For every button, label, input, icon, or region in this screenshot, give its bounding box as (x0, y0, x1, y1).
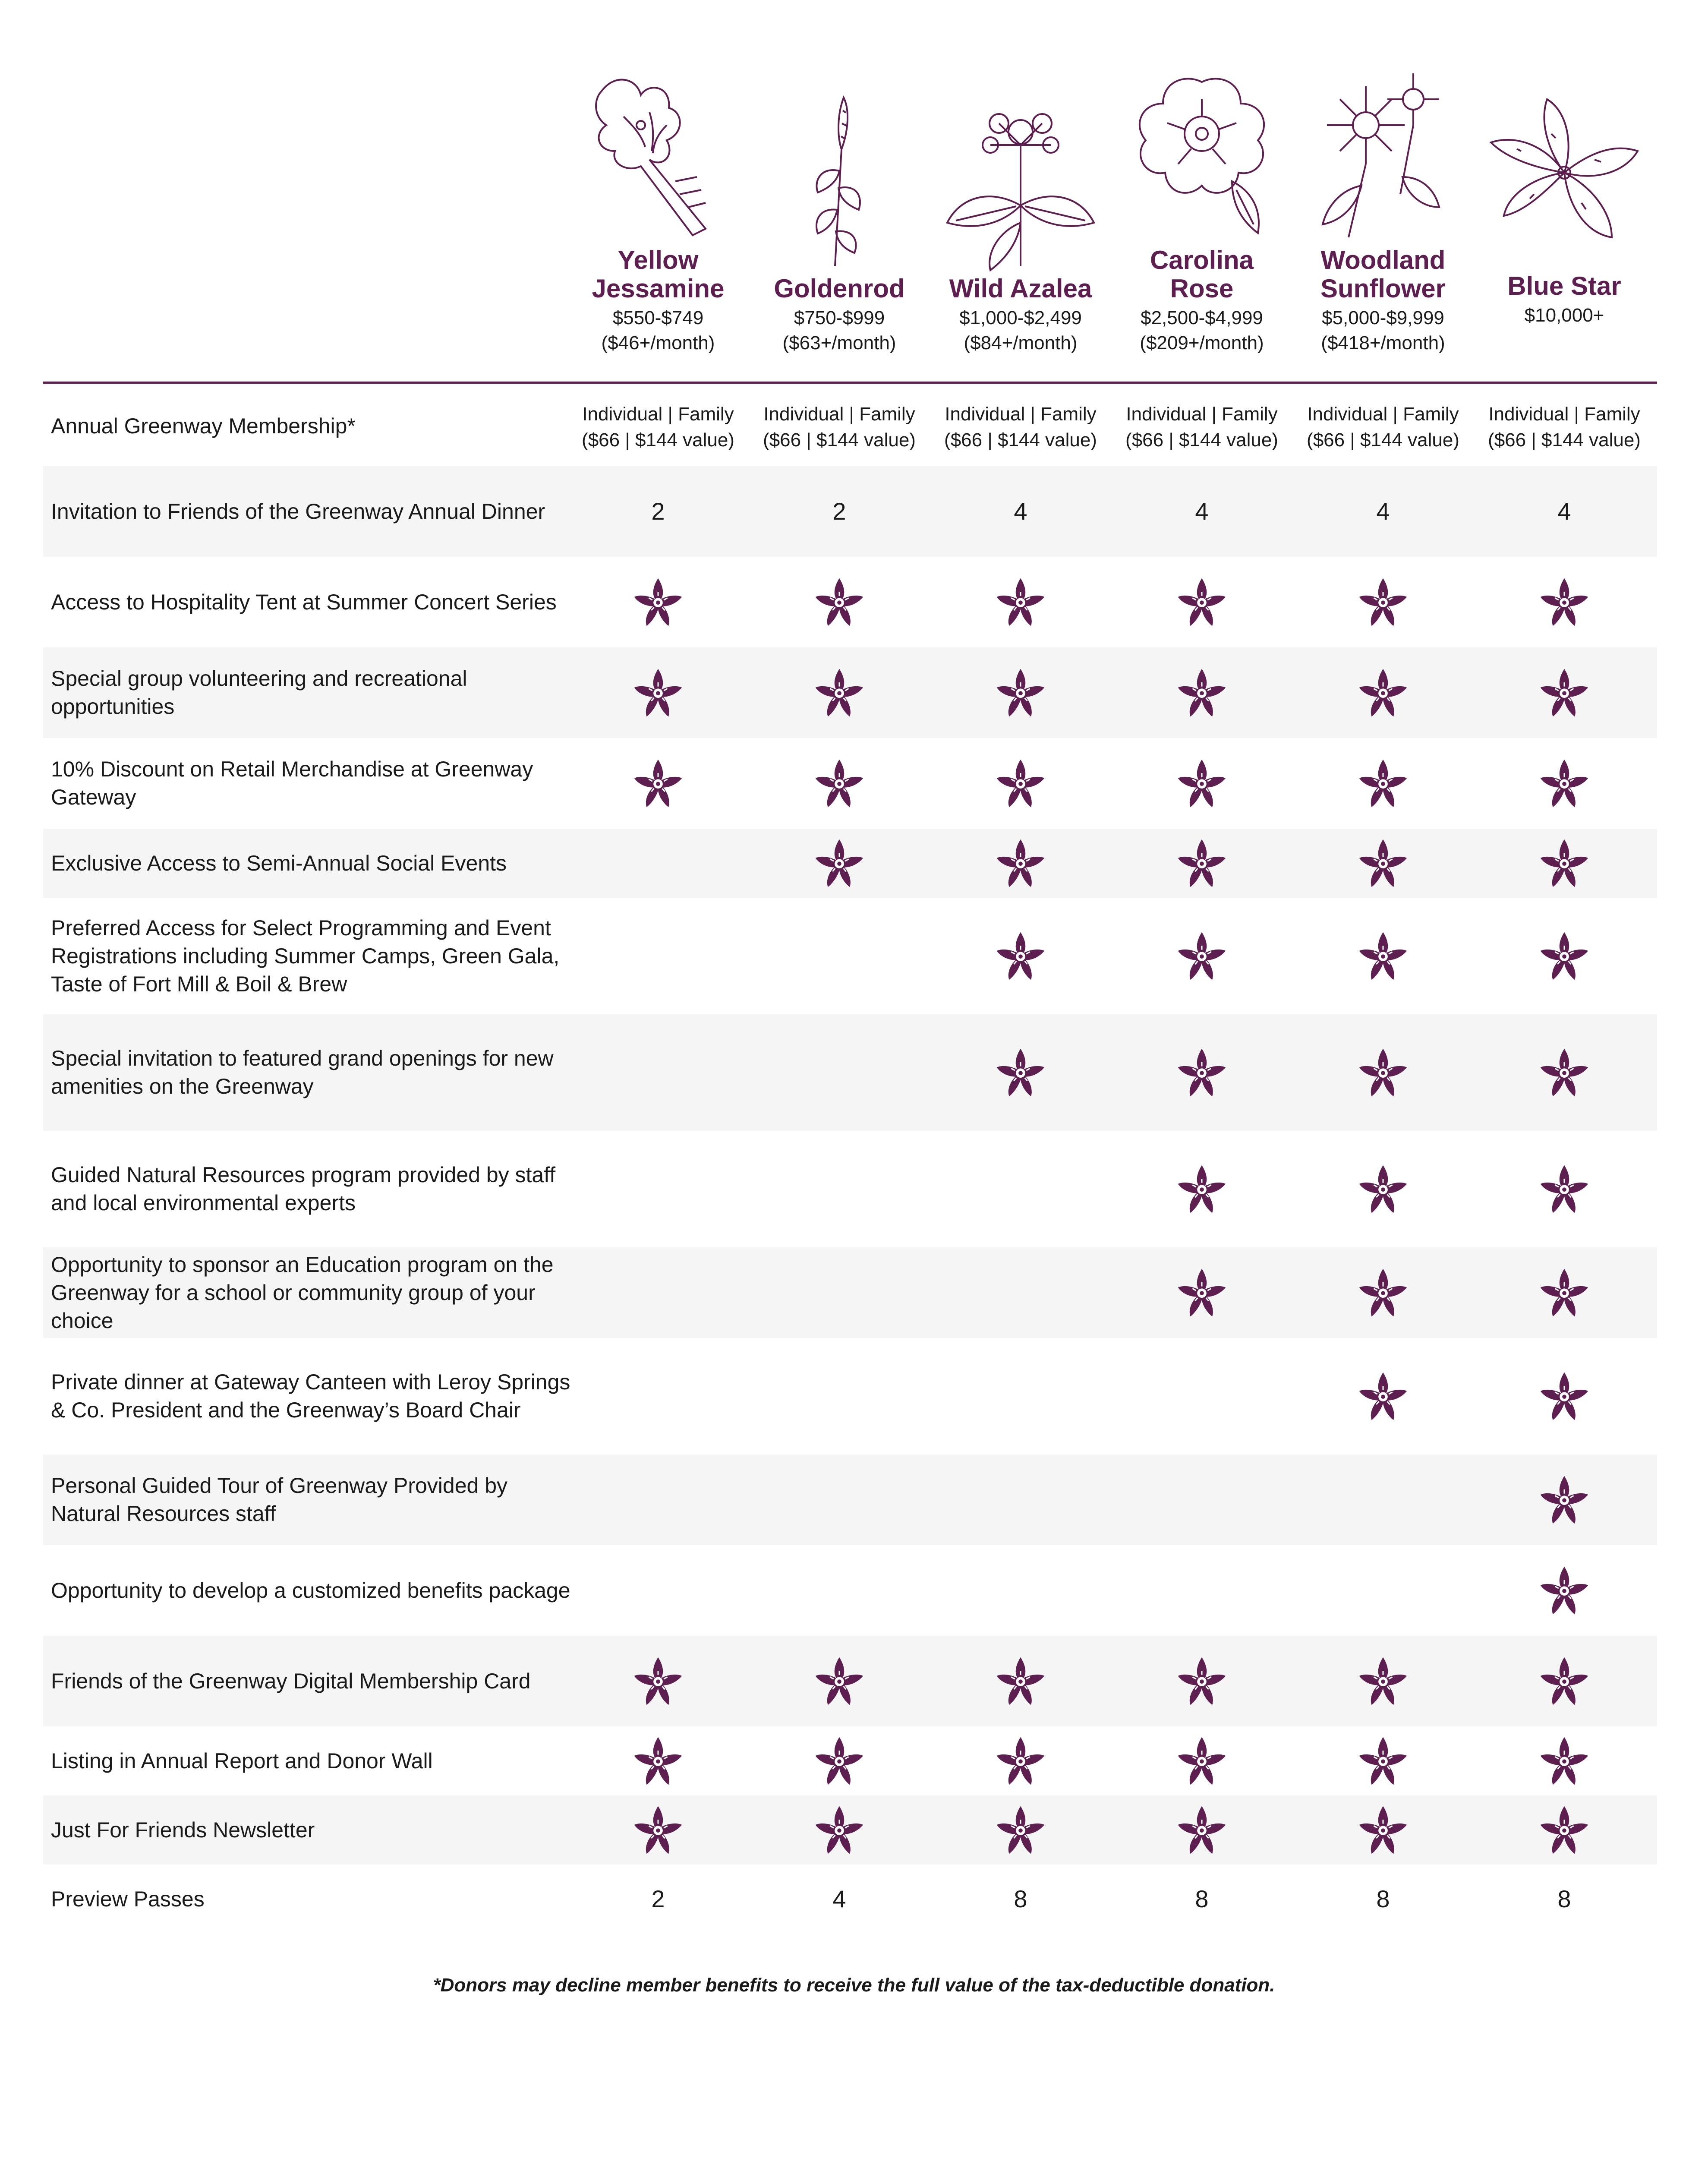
star-flower-icon (1176, 1804, 1228, 1856)
benefit-included-cell (749, 837, 930, 889)
benefit-label: 10% Discount on Retail Merchandise at Greenway Gateway (51, 757, 533, 809)
star-flower-icon (995, 1735, 1046, 1787)
benefit-count-cell: 4 (1557, 498, 1571, 525)
benefit-included-cell (1292, 1047, 1474, 1098)
star-flower-icon (995, 667, 1046, 719)
benefit-row (43, 1131, 1657, 1247)
star-flower-icon (1176, 1267, 1228, 1319)
benefit-included-cell (1292, 1370, 1474, 1422)
benefit-included-cell (1111, 1655, 1292, 1707)
benefit-included-cell (1111, 1735, 1292, 1787)
star-flower-icon (632, 667, 684, 719)
benefit-included-cell (749, 576, 930, 628)
membership-cell (749, 401, 930, 453)
benefit-included-cell (1474, 1163, 1655, 1215)
benefit-included-cell (1111, 1804, 1292, 1856)
benefit-included-cell (567, 1735, 749, 1787)
benefit-included-cell (1292, 667, 1474, 719)
carolina-rose-flower-icon (1120, 65, 1284, 246)
benefit-count-cell: 2 (651, 1885, 665, 1912)
benefit-included-cell (1292, 930, 1474, 982)
benefit-row (43, 1545, 1657, 1636)
star-flower-icon (632, 1735, 684, 1787)
star-flower-icon (632, 1655, 684, 1707)
benefit-included-cell (1292, 837, 1474, 889)
benefit-included-cell (1474, 930, 1655, 982)
benefit-label: Just For Friends Newsletter (51, 1817, 315, 1842)
benefit-included-cell (930, 1804, 1111, 1856)
membership-cell (1111, 401, 1292, 453)
star-flower-icon (632, 1804, 684, 1856)
benefit-label: Preview Passes (51, 1887, 205, 1911)
membership-line2: ($66 | $144 value) (944, 429, 1097, 451)
star-flower-icon (995, 1047, 1046, 1098)
benefit-label: Listing in Annual Report and Donor Wall (51, 1748, 433, 1773)
benefit-included-cell (1111, 757, 1292, 809)
star-flower-icon (1538, 757, 1590, 809)
benefit-row (43, 647, 1657, 738)
benefit-included-cell (930, 757, 1111, 809)
star-flower-icon (813, 1735, 865, 1787)
benefit-included-cell (567, 1804, 749, 1856)
star-flower-icon (813, 837, 865, 889)
benefit-included-cell (930, 1735, 1111, 1787)
star-flower-icon (1538, 1804, 1590, 1856)
benefit-row (43, 738, 1657, 829)
star-flower-icon (1538, 1565, 1590, 1616)
benefit-included-cell (930, 667, 1111, 719)
benefit-included-cell (567, 576, 749, 628)
benefit-label: Preferred Access for Select Programming and Event Registrations including Summer Camps, Green Gala, Taste of Fort Mill & Boil & Brew (51, 915, 560, 996)
star-flower-icon (1357, 1370, 1409, 1422)
tier-monthly: ($418+/month) (1321, 332, 1445, 353)
benefit-included-cell (1111, 1163, 1292, 1215)
benefit-row (43, 1454, 1657, 1545)
benefit-label: Exclusive Access to Semi-Annual Social Events (51, 851, 507, 875)
benefit-included-cell (930, 930, 1111, 982)
benefit-row (43, 1338, 1657, 1454)
star-flower-icon (995, 757, 1046, 809)
benefit-included-cell (1474, 1565, 1655, 1616)
benefit-included-cell (1474, 837, 1655, 889)
star-flower-icon (1538, 1655, 1590, 1707)
membership-line2: ($66 | $144 value) (763, 429, 916, 451)
benefit-row (43, 1726, 1657, 1795)
benefit-label: Opportunity to develop a customized benefits package (51, 1578, 570, 1603)
star-flower-icon (1538, 1735, 1590, 1787)
star-flower-icon (1357, 667, 1409, 719)
tier-price: $2,500-$4,999 (1141, 307, 1263, 328)
benefit-label: Special group volunteering and recreational opportunities (51, 666, 467, 719)
benefit-included-cell (1292, 1804, 1474, 1856)
star-flower-icon (1176, 1735, 1228, 1787)
tier-price: $5,000-$9,999 (1322, 307, 1444, 328)
benefit-included-cell (1474, 1655, 1655, 1707)
benefit-included-cell (567, 1655, 749, 1707)
benefit-included-cell (749, 757, 930, 809)
benefit-row (43, 466, 1657, 557)
benefit-count-cell: 8 (1376, 1885, 1390, 1912)
benefit-included-cell (1292, 1655, 1474, 1707)
benefit-included-cell (1292, 576, 1474, 628)
star-flower-icon (1538, 576, 1590, 628)
benefit-count-cell: 8 (1195, 1885, 1209, 1912)
membership-cell (567, 401, 749, 453)
tier-monthly: ($209+/month) (1140, 332, 1264, 353)
benefit-label: Private dinner at Gateway Canteen with Leroy Springs & Co. President and the Greenway’s Board Chair (51, 1370, 570, 1422)
benefit-included-cell (1474, 757, 1655, 809)
benefit-included-cell (1474, 1735, 1655, 1787)
tier-name-line2: Sunflower (1320, 274, 1446, 303)
star-flower-icon (1538, 1163, 1590, 1215)
tier-price: $550-$749 (612, 307, 704, 328)
star-flower-icon (813, 667, 865, 719)
star-flower-icon (813, 757, 865, 809)
benefit-row (43, 898, 1657, 1014)
benefit-count-cell: 4 (1376, 498, 1390, 525)
membership-line1: Individual | Family (945, 404, 1097, 425)
benefit-included-cell (930, 576, 1111, 628)
benefit-included-cell (1292, 1735, 1474, 1787)
benefit-included-cell (1474, 1370, 1655, 1422)
star-flower-icon (1357, 1267, 1409, 1319)
benefit-included-cell (1292, 757, 1474, 809)
tier-monthly: ($84+/month) (964, 332, 1078, 353)
benefit-included-cell (1111, 576, 1292, 628)
star-flower-icon (1357, 757, 1409, 809)
benefit-included-cell (930, 1047, 1111, 1098)
star-flower-icon (1357, 1804, 1409, 1856)
star-flower-icon (995, 930, 1046, 982)
benefit-included-cell (1474, 667, 1655, 719)
star-flower-icon (1357, 1163, 1409, 1215)
tier-price: $750-$999 (794, 307, 885, 328)
benefit-included-cell (749, 1735, 930, 1787)
membership-cell (930, 401, 1111, 453)
star-flower-icon (1176, 576, 1228, 628)
star-flower-icon (1538, 667, 1590, 719)
membership-line1: Individual | Family (763, 404, 915, 425)
star-flower-icon (1176, 757, 1228, 809)
benefit-included-cell (749, 667, 930, 719)
tier-monthly: ($46+/month) (601, 332, 715, 353)
star-flower-icon (995, 576, 1046, 628)
tier-monthly: ($63+/month) (782, 332, 896, 353)
benefit-included-cell (1111, 667, 1292, 719)
yellow-jessamine-flower-icon (576, 65, 740, 246)
star-flower-icon (1357, 930, 1409, 982)
tier-monthly: $10,000+ (1524, 305, 1604, 326)
benefit-included-cell (1111, 837, 1292, 889)
benefit-row (43, 1014, 1657, 1131)
benefit-included-cell (1474, 1047, 1655, 1098)
benefit-row (43, 1795, 1657, 1865)
benefit-label: Special invitation to featured grand openings for new amenities on the Greenway (51, 1046, 554, 1098)
benefit-included-cell (930, 837, 1111, 889)
tier-wild-azalea (930, 93, 1111, 356)
header-divider (43, 382, 1657, 384)
benefit-label: Opportunity to sponsor an Education program on the Greenway for a school or community group of your choice (51, 1252, 554, 1333)
star-flower-icon (813, 1655, 865, 1707)
goldenrod-flower-icon (757, 93, 921, 274)
tier-name-line1: Carolina (1150, 246, 1254, 274)
tier-goldenrod (749, 93, 930, 356)
benefit-count-cell: 4 (832, 1885, 846, 1912)
star-flower-icon (1357, 1735, 1409, 1787)
benefit-count-cell: 4 (1195, 498, 1209, 525)
woodland-sunflower-flower-icon (1301, 65, 1465, 246)
star-flower-icon (1538, 1047, 1590, 1098)
benefit-included-cell (1474, 1267, 1655, 1319)
benefit-count-cell: 2 (651, 498, 665, 525)
star-flower-icon (1538, 1370, 1590, 1422)
benefit-label: Access to Hospitality Tent at Summer Concert Series (51, 590, 557, 614)
membership-cell (1292, 401, 1474, 453)
membership-row (43, 391, 1657, 466)
membership-line2: ($66 | $144 value) (1307, 429, 1459, 451)
star-flower-icon (995, 837, 1046, 889)
star-flower-icon (1176, 1655, 1228, 1707)
benefit-included-cell (1292, 1267, 1474, 1319)
tier-price: $1,000-$2,499 (959, 307, 1082, 328)
star-flower-icon (1538, 837, 1590, 889)
membership-cell (1474, 401, 1655, 453)
tier-yellow-jessamine (567, 65, 749, 356)
benefit-included-cell (567, 757, 749, 809)
star-flower-icon (1357, 1655, 1409, 1707)
wild-azalea-flower-icon (939, 93, 1103, 274)
benefit-included-cell (1292, 1163, 1474, 1215)
benefit-included-cell (1474, 1474, 1655, 1526)
benefit-label: Friends of the Greenway Digital Membership Card (51, 1669, 531, 1693)
tier-name-line2: Rose (1170, 274, 1234, 303)
benefit-row (43, 829, 1657, 898)
blue-star-flower-icon (1482, 91, 1646, 272)
star-flower-icon (1538, 1474, 1590, 1526)
benefit-count-cell: 8 (1014, 1885, 1027, 1912)
benefit-included-cell (930, 1655, 1111, 1707)
benefit-included-cell (1111, 930, 1292, 982)
benefit-label: Personal Guided Tour of Greenway Provided by Natural Resources staff (51, 1473, 508, 1526)
benefit-row (43, 1247, 1657, 1338)
star-flower-icon (813, 576, 865, 628)
star-flower-icon (632, 576, 684, 628)
star-flower-icon (632, 757, 684, 809)
star-flower-icon (995, 1804, 1046, 1856)
star-flower-icon (1176, 930, 1228, 982)
benefit-label: Invitation to Friends of the Greenway Annual Dinner (51, 499, 545, 524)
star-flower-icon (1357, 837, 1409, 889)
benefit-included-cell (749, 1655, 930, 1707)
tier-name-line2: Jessamine (592, 274, 725, 303)
benefit-row (43, 1865, 1657, 1934)
benefit-included-cell (1474, 576, 1655, 628)
star-flower-icon (1538, 930, 1590, 982)
membership-line2: ($66 | $144 value) (1488, 429, 1641, 451)
tier-blue-star (1474, 91, 1655, 328)
star-flower-icon (1176, 1163, 1228, 1215)
tier-carolina-rose (1111, 65, 1292, 356)
membership-line1: Individual | Family (1488, 404, 1640, 425)
tier-name-line2: Wild Azalea (949, 274, 1092, 303)
membership-line1: Individual | Family (1307, 404, 1459, 425)
star-flower-icon (1357, 576, 1409, 628)
membership-line1: Individual | Family (1126, 404, 1278, 425)
benefit-count-cell: 2 (832, 498, 846, 525)
star-flower-icon (1357, 1047, 1409, 1098)
star-flower-icon (995, 1655, 1046, 1707)
benefit-included-cell (1111, 1267, 1292, 1319)
tier-woodland-sunflower (1292, 65, 1474, 356)
tier-name-line2: Blue Star (1507, 271, 1621, 300)
membership-line2: ($66 | $144 value) (582, 429, 734, 451)
star-flower-icon (1538, 1267, 1590, 1319)
membership-line2: ($66 | $144 value) (1125, 429, 1278, 451)
membership-line1: Individual | Family (582, 404, 734, 425)
star-flower-icon (1176, 667, 1228, 719)
star-flower-icon (813, 1804, 865, 1856)
benefit-label: Guided Natural Resources program provided by staff and local environmental experts (51, 1163, 556, 1215)
star-flower-icon (1176, 837, 1228, 889)
tier-name-line1: Woodland (1320, 246, 1446, 274)
benefit-included-cell (1474, 1804, 1655, 1856)
tier-name-line1: Yellow (618, 246, 699, 274)
benefit-row (43, 1636, 1657, 1726)
benefit-count-cell: 8 (1557, 1885, 1571, 1912)
tier-name-line2: Goldenrod (774, 274, 905, 303)
benefit-included-cell (567, 667, 749, 719)
footnote: *Donors may decline member benefits to receive the full value of the tax-deductible donation. (433, 1975, 1275, 1996)
star-flower-icon (1176, 1047, 1228, 1098)
benefit-label: Annual Greenway Membership* (51, 414, 356, 438)
benefit-included-cell (749, 1804, 930, 1856)
benefit-row (43, 557, 1657, 647)
benefit-count-cell: 4 (1014, 498, 1027, 525)
benefit-included-cell (1111, 1047, 1292, 1098)
